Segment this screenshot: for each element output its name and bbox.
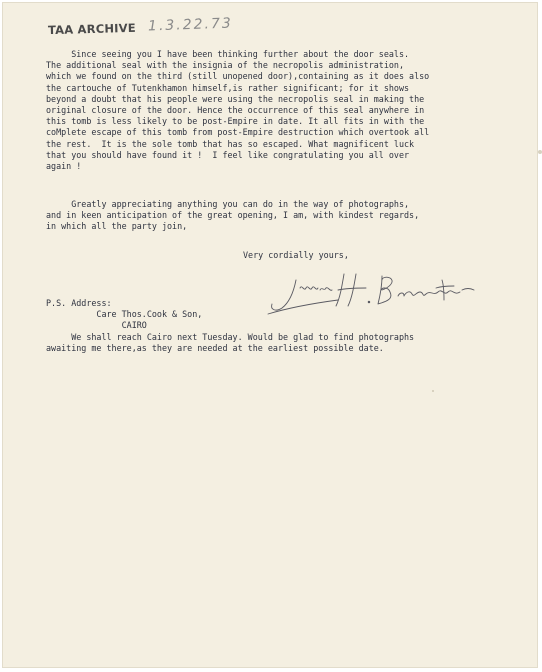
postscript: P.S. Address: Care Thos.Cook & Son, CAIRO We shall reach Cairo next Tuesday. Would be glad to find photographs awaiting me there,as they are needed at the earliest possible date.: [46, 298, 415, 353]
letter-paragraph-1: Since seeing you I have been thinking further about the door seals. The additional seal with the insignia of the necropolis administration, which we found on the third (still unopened door),containing as it does also the cartouche of Tutenkhamon himself,is rather significant; for it shows beyond a doubt that his people were using the necropolis seal in making the original closure of the door. Hence the occurrence of this seal anywhere in this tomb is less likely to be post-Empire in date. It all fits in with the coMplete escape of this tomb from post-Empire destruction which overtook all the rest. It is the sole tomb that has so escaped. What magnificent luck that you should have found it ! I feel like congratulating you all over again !: [46, 49, 430, 172]
paper-speck: [432, 390, 434, 392]
letter-closing: Very cordially yours,: [243, 250, 349, 260]
handwritten-date: 1.3.22.73: [147, 15, 234, 35]
punch-hole-mark: [538, 150, 542, 154]
letter-page: [2, 2, 538, 668]
letter-paragraph-2: Greatly appreciating anything you can do in the way of photographs, and in keen anticipation of the great opening, I am, with kindest regards, in which all the party join,: [46, 199, 420, 232]
archive-stamp: TAA ARCHIVE: [47, 20, 136, 38]
